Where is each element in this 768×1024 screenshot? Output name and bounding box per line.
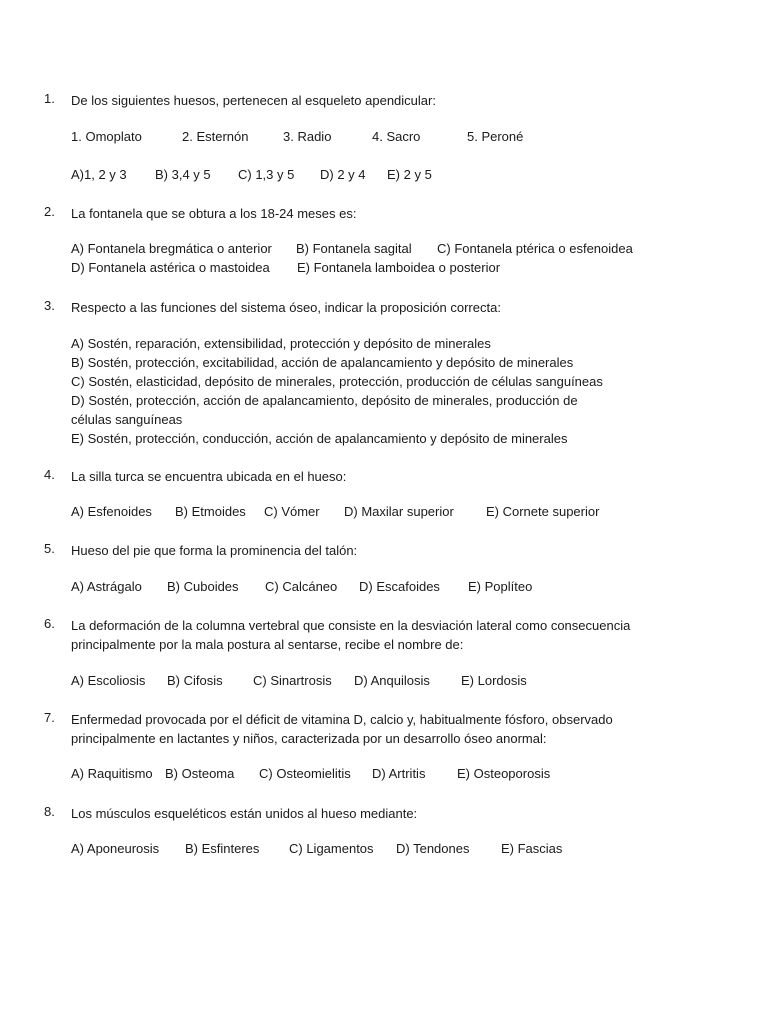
answer-option: E) Cornete superior (486, 504, 600, 519)
answer-option: E) 2 y 5 (387, 167, 432, 182)
question-text: Enfermedad provocada por el déficit de vitamina D, calcio y, habitualmente fósforo, observado principalmente en lactantes y niños, caracterizada por un desarrollo óseo anormal: (71, 712, 613, 746)
answer-option: C) 1,3 y 5 (238, 167, 295, 182)
answer-option: E) Poplíteo (468, 579, 533, 594)
question-text: Respecto a las funciones del sistema óseo, indicar la proposición correcta: (71, 300, 501, 315)
answer-option: B) Cuboides (167, 579, 239, 594)
question-text: La silla turca se encuentra ubicada en el hueso: (71, 469, 347, 484)
answer-option: D) Maxilar superior (344, 504, 454, 519)
answer-option: B) 3,4 y 5 (155, 167, 211, 182)
answer-option: B) Osteoma (165, 766, 235, 781)
question-number: 7. (44, 710, 55, 725)
question-number: 2. (44, 204, 55, 219)
answer-option: D) 2 y 4 (320, 167, 366, 182)
answer-option: C) Fontanela ptérica o esfenoidea (437, 241, 633, 256)
question-text: Hueso del pie que forma la prominencia del talón: (71, 543, 358, 558)
answer-option: E) Fontanela lamboidea o posterior (297, 260, 501, 275)
answer-option: C) Osteomielitis (259, 766, 351, 781)
list-item: 2. Esternón (182, 129, 249, 144)
answer-option: A) Astrágalo (71, 579, 142, 594)
answer-option: B) Fontanela sagital (296, 241, 412, 256)
answer-option: D) Escafoides (359, 579, 440, 594)
list-item: 3. Radio (283, 129, 332, 144)
question-number: 8. (44, 804, 55, 819)
question-number: 1. (44, 91, 55, 106)
answer-option: E) Lordosis (461, 673, 527, 688)
question-text: La deformación de la columna vertebral que consiste en la desviación lateral como consecuencia principalmente por la mala postura al sentarse, recibe el nombre de: (71, 618, 631, 652)
answer-option: A) Raquitismo (71, 766, 153, 781)
answer-option: D) Fontanela astérica o mastoidea (71, 260, 270, 275)
answer-option: D) Tendones (396, 841, 470, 856)
answer-option: B) Cifosis (167, 673, 223, 688)
answer-options (71, 334, 631, 448)
answer-option: A) Esfenoides (71, 504, 152, 519)
answer-option: C) Calcáneo (265, 579, 338, 594)
question-text: De los siguientes huesos, pertenecen al esqueleto apendicular: (71, 93, 436, 108)
answer-option: B) Sostén, protección, excitabilidad, acción de apalancamiento y depósito de minerales (71, 355, 574, 370)
answer-option: C) Ligamentos (289, 841, 374, 856)
question-number: 4. (44, 467, 55, 482)
answer-option: A) Aponeurosis (71, 841, 160, 856)
list-item: 4. Sacro (372, 129, 421, 144)
answer-option: D) Artritis (372, 766, 426, 781)
question-text: Los músculos esqueléticos están unidos al hueso mediante: (71, 806, 418, 821)
list-item: 1. Omoplato (71, 129, 142, 144)
answer-option: A)1, 2 y 3 (71, 167, 127, 182)
answer-option: D) Anquilosis (354, 673, 430, 688)
question-text: La fontanela que se obtura a los 18-24 meses es: (71, 206, 357, 221)
question-number: 3. (44, 298, 55, 313)
list-item: 5. Peroné (467, 129, 524, 144)
answer-option: C) Sinartrosis (253, 673, 332, 688)
answer-option: B) Esfinteres (185, 841, 260, 856)
question-number: 5. (44, 541, 55, 556)
answer-option: A) Escoliosis (71, 673, 146, 688)
answer-option: A) Sostén, reparación, extensibilidad, protección y depósito de minerales (71, 336, 491, 351)
answer-option: E) Fascias (501, 841, 563, 856)
answer-option: C) Sostén, elasticidad, depósito de minerales, protección, producción de células sanguíneas (71, 374, 603, 389)
answer-option: B) Etmoides (175, 504, 246, 519)
question-number: 6. (44, 616, 55, 631)
answer-option: E) Osteoporosis (457, 766, 551, 781)
answer-option: D) Sostén, protección, acción de apalancamiento, depósito de minerales, producción de células sanguíneas (71, 393, 578, 427)
answer-option: E) Sostén, protección, conducción, acción de apalancamiento y depósito de minerales (71, 431, 568, 446)
answer-option: A) Fontanela bregmática o anterior (71, 241, 272, 256)
answer-option: C) Vómer (264, 504, 320, 519)
